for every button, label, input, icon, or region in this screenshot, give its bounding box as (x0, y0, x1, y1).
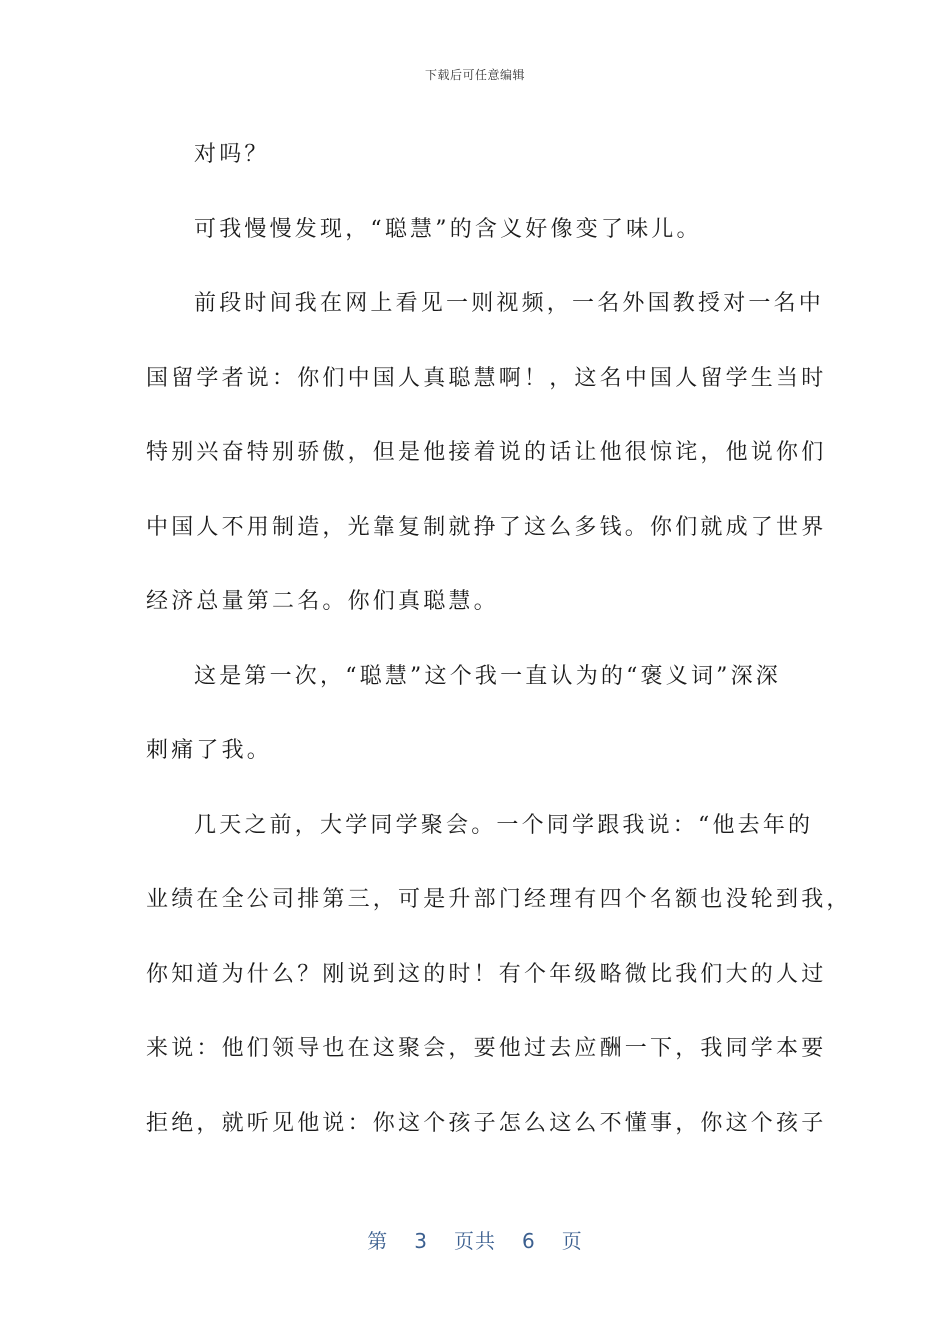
page-label-suffix: 页 (561, 1229, 583, 1253)
paragraph-line: 来说：他们领导也在这聚会，要他过去应酬一下，我同学本要 (146, 1036, 827, 1061)
paragraph-line: 特别兴奋特别骄傲，但是他接着说的话让他很惊诧，他说你们 (146, 440, 827, 465)
paragraph-line: 你知道为什么？刚说到这的时！有个年级略微比我们大的人过 (146, 961, 827, 987)
paragraph-line: 业绩在全公司排第三，可是升部门经理有四个名额也没轮到我， (146, 887, 852, 912)
paragraph-line: 经济总量第二名。你们真聪慧。 (146, 589, 499, 614)
paragraph-line: 拒绝，就听见他说：你这个孩子怎么这么不懂事，你这个孩子 (146, 1110, 827, 1136)
paragraph-line: 几天之前，大学同学聚会。一个同学跟我说：“他去年的 (194, 812, 814, 838)
paragraph-line: 国留学者说：你们中国人真聪慧啊！，这名中国人留学生当时 (146, 365, 827, 391)
paragraph-line: 这是第一次，“聪慧”这个我一直认为的“褒义词”深深 (194, 663, 781, 689)
paragraph-line: 中国人不用制造，光靠复制就挣了这么多钱。你们就成了世界 (146, 514, 827, 540)
page-label-prefix: 第 (367, 1229, 389, 1253)
document-body (146, 118, 852, 1161)
paragraph-line: 可我慢慢发现，“聪慧”的含义好像变了味儿。 (194, 216, 702, 242)
paragraph-line: 刺痛了我。 (146, 738, 273, 763)
page-label-middle: 页共 (454, 1229, 496, 1253)
current-page-number: 3 (414, 1229, 428, 1253)
total-pages-number: 6 (522, 1229, 536, 1253)
paragraph-line: 对吗？ (194, 142, 270, 167)
page-header: 下载后可任意编辑 (424, 68, 525, 82)
paragraph-line: 前段时间我在网上看见一则视频，一名外国教授对一名中 (194, 291, 825, 316)
page-number-footer (0, 1225, 950, 1254)
